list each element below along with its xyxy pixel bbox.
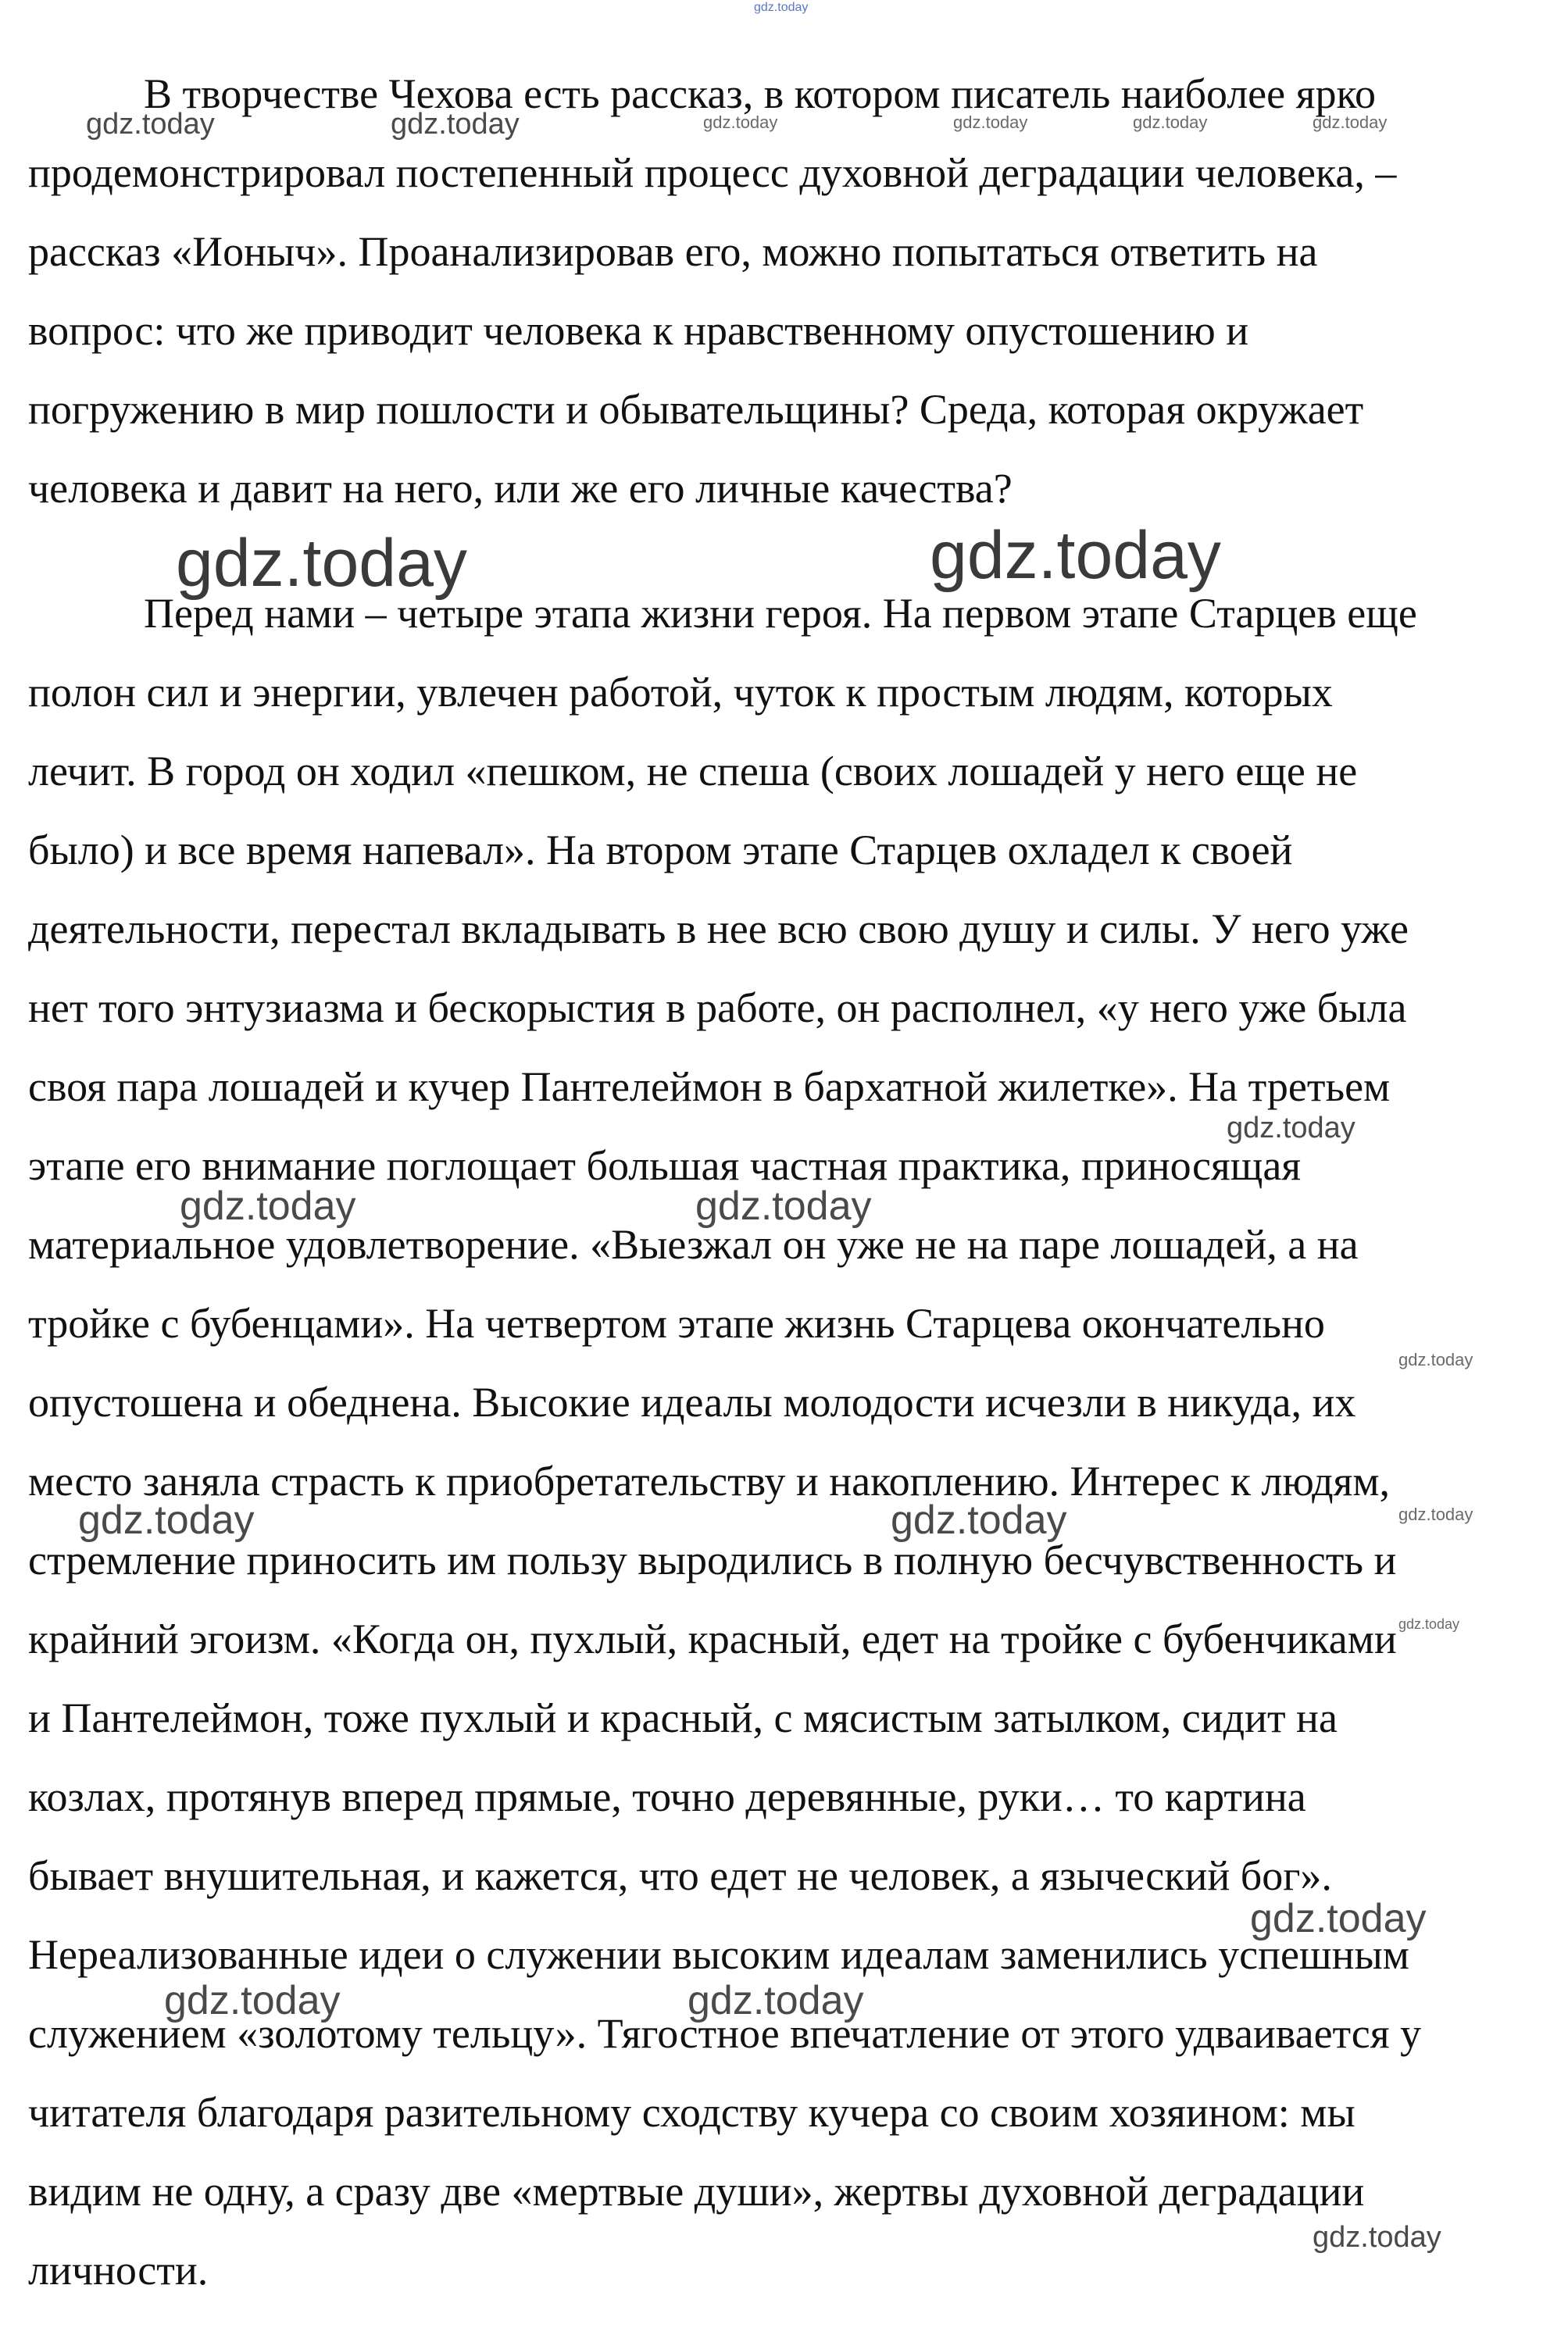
watermark: gdz.today bbox=[754, 1, 809, 14]
watermark: gdz.today bbox=[1250, 1896, 1427, 1941]
watermark: gdz.today bbox=[176, 526, 467, 601]
text-line: крайний эгоизм. «Когда он, пухлый, красный, едет на тройке с бубенчиками bbox=[28, 1616, 1397, 1662]
watermark: gdz.today bbox=[86, 108, 215, 141]
text-line: служением «золотому тельцу». Тягостное впечатление от этого удваивается у bbox=[28, 2010, 1422, 2057]
watermark: gdz.today bbox=[180, 1184, 356, 1229]
text-line: опустошена и обеднена. Высокие идеалы молодости исчезли в никуда, их bbox=[28, 1379, 1356, 1426]
text-line: В творчестве Чехова есть рассказ, в котором писатель наиболее ярко bbox=[144, 70, 1376, 117]
watermark: gdz.today bbox=[1313, 2221, 1441, 2254]
text-line: Нереализованные идеи о служении высоким идеалам заменились успешным bbox=[28, 1931, 1409, 1978]
text-line: лечит. В город он ходил «пешком, не спеша (своих лошадей у него еще не bbox=[28, 748, 1358, 794]
watermark: gdz.today bbox=[703, 112, 778, 132]
watermark: gdz.today bbox=[1398, 1505, 1473, 1524]
text-line: читателя благодаря разительному сходству кучера со своим хозяином: мы bbox=[28, 2089, 1355, 2136]
watermark: gdz.today bbox=[953, 112, 1028, 132]
watermark: gdz.today bbox=[391, 108, 520, 141]
text-line: личности. bbox=[28, 2247, 209, 2294]
text-line: козлах, протянув вперед прямые, точно деревянные, руки… то картина bbox=[28, 1773, 1306, 1820]
text-line: вопрос: что же приводит человека к нравственному опустошению и bbox=[28, 307, 1249, 354]
watermark: gdz.today bbox=[1398, 1350, 1473, 1369]
text-line: и Пантелеймон, тоже пухлый и красный, с мясистым затылком, сидит на bbox=[28, 1694, 1338, 1741]
text-line: своя пара лошадей и кучер Пантелеймон в бархатной жилетке». На третьем bbox=[28, 1063, 1391, 1110]
text-line: тройке с бубенцами». На четвертом этапе жизнь Старцева окончательно bbox=[28, 1300, 1325, 1347]
text-line: полон сил и энергии, увлечен работой, чуток к простым людям, которых bbox=[28, 669, 1333, 716]
text-line: бывает внушительная, и кажется, что едет не человек, а языческий бог». bbox=[28, 1852, 1332, 1899]
watermark: gdz.today bbox=[930, 518, 1221, 593]
text-line: рассказ «Ионыч». Проанализировав его, можно попытаться ответить на bbox=[28, 228, 1318, 275]
text-line: продемонстрировал постепенный процесс духовной деградации человека, – bbox=[28, 149, 1397, 196]
watermark: gdz.today bbox=[1313, 112, 1388, 132]
paragraph-analysis bbox=[28, 574, 1552, 2310]
watermark: gdz.today bbox=[1133, 112, 1208, 132]
watermark: gdz.today bbox=[695, 1184, 872, 1229]
text-line: видим не одну, а сразу две «мертвые души», жертвы духовной деградации bbox=[28, 2168, 1365, 2215]
watermark: gdz.today bbox=[891, 1498, 1067, 1543]
text-line: человека и давит на него, или же его личные качества? bbox=[28, 465, 1013, 512]
watermark: gdz.today bbox=[688, 1978, 864, 2023]
text-line: место заняла страсть к приобретательству и накоплению. Интерес к людям, bbox=[28, 1458, 1391, 1505]
text-line: этапе его внимание поглощает большая частная практика, приносящая bbox=[28, 1142, 1302, 1189]
text-line: деятельности, перестал вкладывать в нее всю свою душу и силы. У него уже bbox=[28, 905, 1409, 952]
text-line: стремление приносить им пользу выродились в полную бесчувственность и bbox=[28, 1537, 1397, 1583]
watermark: gdz.today bbox=[1398, 1616, 1460, 1632]
text-line: погружению в мир пошлости и обывательщины? Среда, которая окружает bbox=[28, 386, 1364, 433]
text-line: было) и все время напевал». На втором этапе Старцев охладел к своей bbox=[28, 827, 1293, 873]
watermark: gdz.today bbox=[78, 1498, 255, 1543]
text-line: нет того энтузиазма и бескорыстия в работе, он располнел, «у него уже была bbox=[28, 984, 1407, 1031]
watermark: gdz.today bbox=[164, 1978, 341, 2023]
watermark: gdz.today bbox=[1227, 1112, 1355, 1144]
text-line: Перед нами – четыре этапа жизни героя. На первом этапе Старцев еще bbox=[144, 590, 1417, 637]
text-line: материальное удовлетворение. «Выезжал он уже не на паре лошадей, а на bbox=[28, 1221, 1359, 1268]
